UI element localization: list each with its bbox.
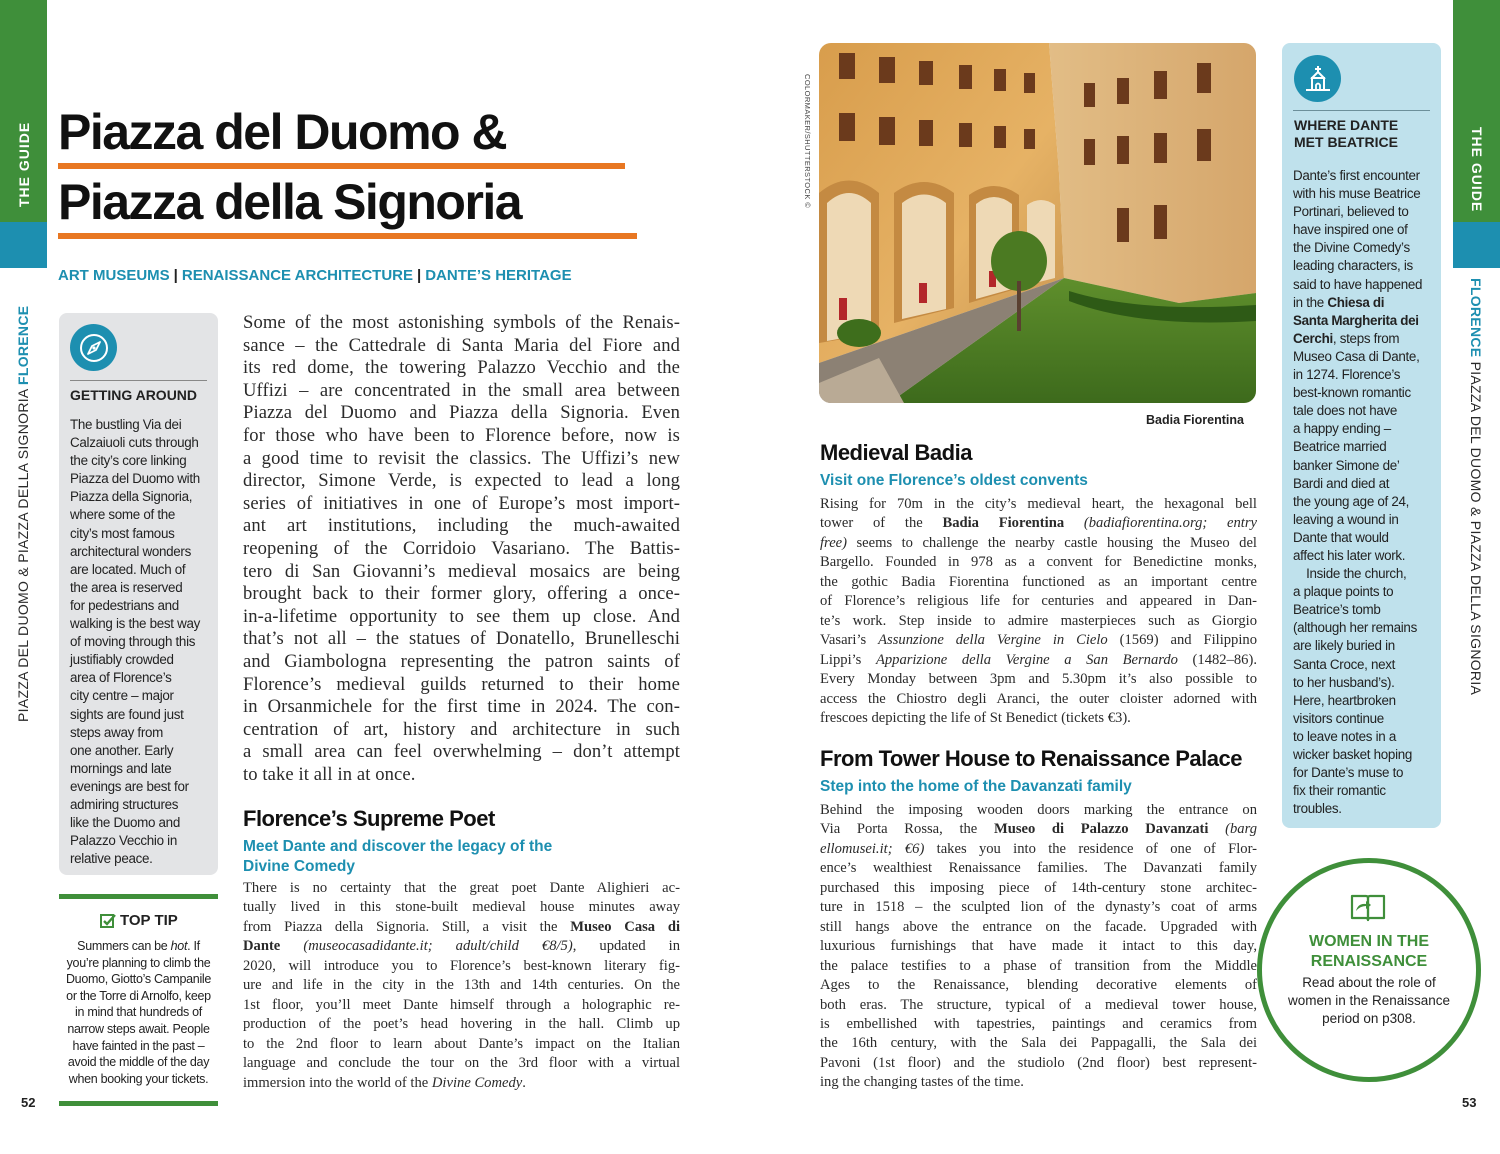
text-line: Palazzo Vecchio in <box>70 833 178 849</box>
text-line <box>59 1021 218 1038</box>
text-run: in 1274. Florence’s <box>1293 367 1401 383</box>
text-run <box>280 938 303 954</box>
left-side-tab-label: THE GUIDE <box>16 121 32 207</box>
text-run: takes you into the residence of one of Flor- <box>924 840 1257 857</box>
text-run: immersion into the world of the <box>243 1074 432 1091</box>
text-run: Museo Casa di Dante, <box>1293 348 1420 364</box>
text-line: area of Florence’s <box>70 670 172 686</box>
text-line <box>1293 800 1438 818</box>
text-run: when booking your tickets. <box>68 1071 209 1086</box>
text-line: a small area can feel overwhelming – don’t attempt <box>243 741 680 763</box>
page-number-left: 52 <box>21 1095 36 1110</box>
text-run: Bargello. Founded in 978 as a convent for Benedictine monks, <box>820 554 1257 571</box>
text-run: ing the changing tastes of the time. <box>820 1074 1024 1091</box>
dante-box-text <box>1293 167 1438 818</box>
text-line <box>1293 710 1438 728</box>
text-line <box>1293 457 1438 475</box>
text-line: for pedestrians and <box>70 597 179 613</box>
poet-subheading <box>243 837 680 876</box>
text-line: women in the Renaissance <box>1287 993 1451 1008</box>
text-run: leading characters, is <box>1293 258 1413 274</box>
text-run: free) <box>820 534 848 551</box>
text-run: tale does not have <box>1293 403 1398 419</box>
text-line <box>1293 728 1438 746</box>
text-run: (barg <box>1225 821 1257 838</box>
text-run: ence’s wealthiest Renaissance families. The Davanzati family <box>820 860 1257 877</box>
intro-paragraph <box>243 312 680 786</box>
photo-caption: Badia Fiorentina <box>1146 413 1244 427</box>
text-line <box>1293 185 1438 203</box>
text-run: said to have happened <box>1293 276 1423 292</box>
text-line: and Giambologna representing the patron saints of <box>243 650 680 672</box>
text-run: . <box>522 1074 526 1091</box>
text-run: , steps from <box>1332 330 1400 346</box>
text-line: mornings and late <box>70 760 172 776</box>
text-run: banker Simone de’ <box>1293 457 1400 473</box>
text-run: Bardi and died at <box>1293 475 1390 491</box>
text-run: a happy ending – <box>1293 421 1391 437</box>
text-run: Museo di Palazzo Davanzati <box>993 821 1209 838</box>
text-line <box>1293 547 1438 565</box>
tag-art-museums: ART MUSEUMS <box>58 267 170 284</box>
text-run: ellomusei.it; €6) <box>820 840 925 857</box>
text-run: Rising for 70m in the city’s medieval heart, the hexagonal bell <box>820 496 1257 512</box>
text-run: production of the poet’s head hovering in the hall. Climb up <box>243 1016 680 1033</box>
text-run: the 16th century, with the Sala dei Pappagalli, the Sala dei <box>820 1035 1257 1052</box>
text-run: seems to challenge the nearby castle housing the Museo del <box>847 534 1257 551</box>
text-run: to the 2nd floor to learn about Dante’s impact on the Italian <box>243 1035 680 1052</box>
text-line <box>59 1038 218 1055</box>
text-line <box>820 573 1257 592</box>
text-run: Beatrice’s tomb <box>1293 602 1381 618</box>
text-line <box>1293 330 1438 348</box>
women-callout-text <box>1267 974 1471 1028</box>
text-line: Divine Comedy <box>243 857 355 875</box>
text-run: Vasari’s <box>820 632 879 649</box>
dante-box-heading <box>1294 117 1398 151</box>
top-tip-text <box>59 938 218 1087</box>
text-line <box>1293 692 1438 710</box>
text-run: Dante’s first encounter <box>1293 168 1420 183</box>
running-head-text: PIAZZA DEL DUOMO & PIAZZA DELLA SIGNORIA <box>15 385 31 722</box>
text-run: (museocasadidante.it; adult/child €8/5) <box>303 938 573 955</box>
running-head-city: FLORENCE <box>15 305 31 386</box>
text-line <box>820 840 1257 859</box>
text-line <box>1293 511 1438 529</box>
text-run: Lippi’s <box>820 651 876 668</box>
text-line: to take it all in at once. <box>243 763 416 785</box>
book-arrow-icon <box>1350 892 1386 927</box>
text-line <box>1293 239 1438 257</box>
text-line <box>820 801 1257 820</box>
text-run: Dante <box>243 938 281 955</box>
text-line <box>820 859 1257 878</box>
text-line <box>820 976 1257 995</box>
text-line <box>820 651 1257 670</box>
text-run: troubles. <box>1293 801 1342 817</box>
text-run: (1569) and Filippino <box>1107 632 1258 649</box>
text-line: are located. Much of <box>70 561 186 577</box>
left-running-head <box>15 306 31 722</box>
text-line <box>1293 475 1438 493</box>
text-run: (although her remains <box>1293 620 1417 636</box>
text-run: 1st floor, you’ll meet Dante himself through a holographic re- <box>243 996 680 1013</box>
text-line <box>820 709 1257 728</box>
text-run: Museo Casa di <box>570 918 681 935</box>
text-line <box>1293 366 1438 384</box>
text-line <box>1293 746 1438 764</box>
getting-around-heading: GETTING AROUND <box>70 387 198 403</box>
text-run: the gothic Badia Fiorentina functioned as an important centre <box>820 573 1257 590</box>
text-line <box>820 670 1257 689</box>
poet-body <box>243 879 680 1093</box>
text-line: RENAISSANCE <box>1310 953 1428 970</box>
text-run: from Piazza della Signoria. Still, a visit the <box>243 918 571 935</box>
text-line <box>1293 565 1438 583</box>
text-line <box>1293 257 1438 275</box>
text-line <box>59 938 218 955</box>
text-line <box>820 612 1257 631</box>
text-line: steps away from <box>70 724 163 740</box>
text-line: its red dome, the towering Palazzo Vecchio and the <box>243 357 680 379</box>
text-run: narrow steps await. People <box>67 1021 210 1036</box>
church-icon <box>1294 55 1341 102</box>
text-run: (badiafiorentina.org; entry <box>1083 515 1257 532</box>
text-run: language and conclude the tour on the 3rd floor with a virtual <box>243 1055 680 1072</box>
text-run: Inside the church, <box>1293 566 1407 582</box>
title-underline-1 <box>58 163 625 169</box>
text-run: avoid the middle of the day <box>67 1055 210 1070</box>
text-line <box>59 1054 218 1071</box>
text-line: that’s not all – the statues of Donatello, Brunelleschi <box>243 628 680 650</box>
text-line <box>1293 276 1438 294</box>
text-line <box>820 957 1257 976</box>
right-side-tab-label: THE GUIDE <box>1469 127 1485 213</box>
text-run: There is no certainty that the great poet Dante Alighieri ac- <box>243 880 680 896</box>
text-run: Summers can be <box>77 939 171 953</box>
text-line <box>820 514 1257 533</box>
checkbox-icon <box>100 913 116 929</box>
text-line: where some of the <box>70 507 176 523</box>
text-run: for Dante’s muse to <box>1293 765 1404 781</box>
badia-subheading: Visit one Florence’s oldest convents <box>820 472 1088 489</box>
text-run: the Divine Comedy’s <box>1293 240 1410 256</box>
text-line <box>1293 294 1438 312</box>
text-run: Divine Comedy <box>431 1074 523 1091</box>
text-line <box>820 918 1257 937</box>
page-title-line-2: Piazza della Signoria <box>58 174 522 230</box>
text-line: one another. Early <box>70 742 174 758</box>
text-line <box>1293 384 1438 402</box>
text-run: Via Porta Rossa, the <box>820 821 994 838</box>
text-line <box>1293 764 1438 782</box>
text-run: with his muse Beatrice <box>1293 186 1421 202</box>
text-line: Piazza del Duomo and Piazza della Signoria. Even <box>243 402 680 424</box>
text-run: Every Monday between 3pm and 5.30pm it’s also possible to <box>820 671 1257 688</box>
text-line <box>243 937 680 956</box>
text-run: of Florence’s religious life for centuries and appeared in Dan- <box>820 593 1257 610</box>
text-run: or the Torre di Arnolfo, keep <box>66 988 211 1003</box>
text-run: leaving a wound in <box>1293 511 1399 527</box>
title-underline-2 <box>58 233 637 239</box>
text-line <box>820 690 1257 709</box>
text-line <box>243 957 680 976</box>
text-line <box>1293 438 1438 456</box>
text-line: MET BEATRICE <box>1294 134 1398 150</box>
text-line <box>820 1015 1257 1034</box>
text-run: fix their romantic <box>1293 783 1386 799</box>
text-line <box>1293 782 1438 800</box>
text-run: Santa Croce, next <box>1293 656 1396 672</box>
text-run: Apparizione della Vergine a San Bernardo <box>875 651 1178 668</box>
text-run: Beatrice married <box>1293 439 1387 455</box>
badia-body <box>820 495 1257 728</box>
text-line: sance – the Cattedrale di Santa Maria del Fiore and <box>243 334 680 356</box>
text-run: tually lived in this stone-built medieval house minutes away <box>243 899 680 916</box>
top-tip-rule-bottom <box>59 1101 218 1106</box>
text-line: in-a-lifetime opportunity to see them up close. And <box>243 605 680 627</box>
text-line <box>59 971 218 988</box>
text-line <box>820 879 1257 898</box>
text-line: like the Duomo and <box>70 815 180 831</box>
text-line: Uffizi – are concentrated in the small area between <box>243 379 680 401</box>
text-line: justifiably crowded <box>70 652 174 668</box>
tower-heading: From Tower House to Renaissance Palace <box>820 746 1242 771</box>
text-line <box>1293 529 1438 547</box>
text-line: the area is reserved <box>70 579 183 595</box>
text-run: Portinari, believed to <box>1293 204 1409 220</box>
women-callout-title <box>1267 932 1471 972</box>
text-run: luxurious furnishings that have made it intact to this day, <box>820 938 1257 955</box>
text-run: 2020, will introduce you to Florence’s best-known literary fig- <box>243 957 680 974</box>
text-line <box>243 1035 680 1054</box>
running-head-text: PIAZZA DEL DUOMO & PIAZZA DELLA SIGNORIA <box>1468 357 1484 696</box>
text-run: Assunzione della Vergine in Cielo <box>878 632 1108 649</box>
text-run: have inspired one of <box>1293 222 1408 238</box>
right-side-tab-blue <box>1453 222 1500 268</box>
text-line: admiring structures <box>70 796 179 812</box>
text-line <box>1293 348 1438 366</box>
text-run: Santa Margherita dei <box>1293 312 1419 328</box>
text-line: Calzaiuoli cuts through <box>70 435 199 451</box>
text-run: Ages to the Renaissance, blending decorative elements of <box>820 977 1257 994</box>
text-line <box>59 1004 218 1021</box>
text-line: series of initiatives in one of Europe’s most import- <box>243 492 680 514</box>
text-run: . If <box>187 939 200 953</box>
running-head-city: FLORENCE <box>1468 278 1484 358</box>
text-run: , updated in <box>572 938 680 955</box>
text-line: Meet Dante and discover the legacy of the <box>243 838 553 855</box>
text-run: tower of the <box>820 515 943 532</box>
text-line: architectural wonders <box>70 543 191 559</box>
text-line <box>820 1073 1257 1092</box>
text-line <box>820 1034 1257 1053</box>
text-run: Chiesa di <box>1327 294 1385 310</box>
badia-heading: Medieval Badia <box>820 440 972 465</box>
text-run: still hangs above the entrance on the facade. Upgraded with <box>820 918 1257 935</box>
text-line <box>820 534 1257 553</box>
tower-body <box>820 801 1257 1093</box>
text-run: Cerchi <box>1293 330 1333 346</box>
text-line: WOMEN IN THE <box>1309 933 1429 950</box>
text-line: Piazza della Signoria, <box>70 489 193 505</box>
page-number-right: 53 <box>1462 1095 1477 1110</box>
text-run: frescoes depicting the life of St Benedict (tickets €3). <box>820 709 1131 726</box>
text-line: period on p308. <box>1322 1011 1416 1026</box>
text-line: WHERE DANTE <box>1294 117 1399 133</box>
text-line <box>59 1071 218 1088</box>
topic-tags: ART MUSEUMS | RENAISSANCE ARCHITECTURE | DANTE’S HERITAGE <box>58 267 572 284</box>
text-line <box>59 988 218 1005</box>
text-run: have fainted in the past – <box>72 1038 205 1053</box>
text-line: in Orsanmichele for the first time in 2024. The con- <box>243 696 680 718</box>
text-line <box>1293 674 1438 692</box>
text-line <box>1293 601 1438 619</box>
text-line: the city’s core linking <box>70 453 187 469</box>
text-line <box>243 996 680 1015</box>
tag-dantes-heritage: DANTE’S HERITAGE <box>425 267 572 284</box>
compass-icon <box>70 324 117 371</box>
text-line <box>820 937 1257 956</box>
text-run: (1482–86). <box>1177 651 1257 668</box>
getting-around-text <box>70 416 215 868</box>
top-tip-heading <box>100 912 178 929</box>
text-run: ture in 1518 – the sculpted lion of the dynasty’s coat of arms <box>820 899 1257 916</box>
text-line: Some of the most astonishing symbols of the Renais- <box>243 312 680 333</box>
text-line <box>243 1054 680 1073</box>
left-side-tab-blue <box>0 222 47 268</box>
text-line: Florence’s medieval guilds returned to their home <box>243 673 680 695</box>
text-line: sights are found just <box>70 706 184 722</box>
text-line <box>820 592 1257 611</box>
text-line: Read about the role of <box>1302 975 1436 990</box>
text-run: te’s work. Step inside to admire masterpieces such as Giorgio <box>820 612 1257 629</box>
text-run: Dante that would <box>1293 529 1389 545</box>
text-line: centration of art, history and architecture in such <box>243 718 680 740</box>
text-run: ure and life in the city in the 13th and 14th centuries. On the <box>243 977 680 994</box>
text-line: ant art institutions, including the much-awaited <box>243 515 680 537</box>
text-line: The bustling Via dei <box>70 417 182 432</box>
photo-credit: COLORMAKER/SHUTTERSTOCK © <box>803 74 812 209</box>
text-run: Pavoni (1st floor) and the studiolo (2nd floor) best represent- <box>820 1054 1257 1071</box>
text-run: purchased this imposing piece of 14th-century stone architec- <box>820 879 1257 896</box>
text-run: you’re planning to climb the <box>66 955 211 970</box>
text-line <box>1293 619 1438 637</box>
text-line <box>820 898 1257 917</box>
page-title-line-1: Piazza del Duomo & <box>58 104 507 160</box>
text-run: best-known romantic <box>1293 385 1411 401</box>
text-run: wicker basket hoping <box>1293 747 1413 762</box>
badia-photo <box>819 43 1256 403</box>
text-line <box>59 955 218 972</box>
text-line <box>820 1054 1257 1073</box>
text-line <box>1293 221 1438 239</box>
text-run: hot <box>170 939 188 953</box>
text-line: relative peace. <box>70 851 153 867</box>
text-line: for those who have been to Florence before, now is <box>243 424 680 446</box>
text-run: are likely buried in <box>1293 638 1395 654</box>
text-line <box>820 996 1257 1015</box>
text-line <box>820 495 1257 514</box>
text-line <box>243 918 680 937</box>
text-run: Behind the imposing wooden doors marking the entrance on <box>820 802 1257 818</box>
text-line: city’s most famous <box>70 525 175 541</box>
text-line: a good time to revisit the classics. The Uffizi’s new <box>243 447 680 469</box>
text-line <box>243 1074 680 1093</box>
text-line: city centre – major <box>70 688 174 704</box>
text-run: Here, heartbroken <box>1293 692 1396 708</box>
text-line <box>1293 203 1438 221</box>
text-line <box>243 976 680 995</box>
getting-around-rule <box>70 380 207 381</box>
text-line: brought back to their former glory, offering a once- <box>243 583 680 605</box>
text-line <box>820 553 1257 572</box>
text-line <box>1293 420 1438 438</box>
text-line <box>1293 656 1438 674</box>
text-line: reopening of the Corridoio Vasariano. The Battis- <box>243 537 680 559</box>
text-line: tero di San Giovanni’s medieval mosaics are being <box>243 560 680 582</box>
text-line <box>820 820 1257 839</box>
text-run: both eras. The structure, typical of a medieval tower house, <box>820 996 1257 1013</box>
text-run: visitors continue <box>1293 710 1384 726</box>
text-run: access the Chiostro degli Aranci, the outer cloister adorned with <box>820 690 1257 707</box>
text-line: walking is the best way <box>70 616 201 632</box>
top-tip-title: TOP TIP <box>120 912 178 929</box>
text-run: a plaque points to <box>1293 584 1394 600</box>
text-line <box>1293 493 1438 511</box>
text-run: the palace testifies to a phase of transition from the Middle <box>820 957 1257 974</box>
text-run <box>1208 821 1225 837</box>
text-line <box>1293 167 1438 185</box>
text-line: director, Simone Verde, is expected to lead a long <box>243 470 680 492</box>
text-run: to her husband’s). <box>1293 674 1395 690</box>
text-line <box>1293 402 1438 420</box>
text-line <box>1293 312 1438 330</box>
text-run: Duomo, Giotto’s Campanile <box>65 972 212 987</box>
text-run <box>1064 515 1084 531</box>
poet-heading: Florence’s Supreme Poet <box>243 806 495 831</box>
dante-box-rule <box>1293 110 1430 111</box>
text-line <box>243 1015 680 1034</box>
tower-subheading: Step into the home of the Davanzati family <box>820 778 1132 795</box>
text-line: Piazza del Duomo with <box>70 471 200 487</box>
text-run: Badia Fiorentina <box>942 515 1065 532</box>
right-running-head <box>1468 278 1484 695</box>
tag-renaissance-architecture: RENAISSANCE ARCHITECTURE <box>181 267 413 284</box>
text-run: in mind that hundreds of <box>75 1005 202 1020</box>
text-run: the young age of 24, <box>1293 493 1410 509</box>
text-line: evenings are best for <box>70 778 189 794</box>
top-tip-rule-top <box>59 894 218 899</box>
text-run: affect his later work. <box>1293 547 1406 563</box>
text-line <box>243 898 680 917</box>
text-line: of moving through this <box>70 634 196 650</box>
text-line <box>1293 637 1438 655</box>
text-line <box>1293 583 1438 601</box>
text-run: in the <box>1293 294 1328 310</box>
text-run: is embellished with tapestries, paintings and ceramics from <box>820 1015 1257 1032</box>
text-run: to leave notes in a <box>1293 728 1396 744</box>
text-line <box>243 879 680 898</box>
text-line <box>820 631 1257 650</box>
